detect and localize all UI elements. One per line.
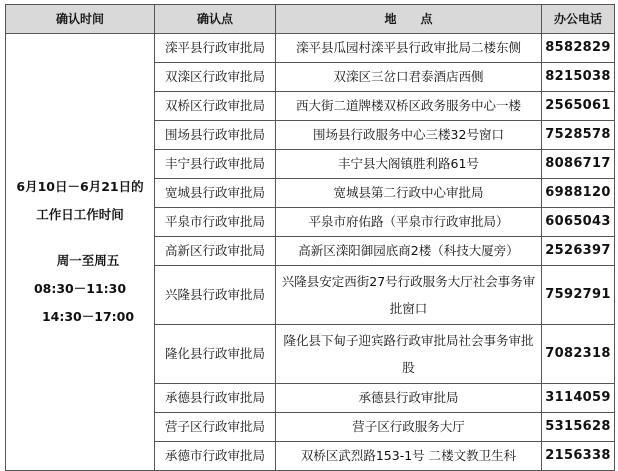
header-row (6, 5, 615, 34)
schedule-date-range: 6月10日－6月21日的 (16, 179, 144, 194)
place-cell: 宽城县第二行政中心审批局 (276, 179, 542, 208)
point-cell: 滦平县行政审批局 (155, 34, 276, 63)
schedule-weekdays: 周一至周五 (56, 253, 120, 268)
phone-cell: 3114059 (542, 384, 615, 413)
phone-cell: 7082318 (542, 325, 615, 384)
schedule-cell (6, 34, 155, 471)
header-phone: 办公电话 (542, 5, 615, 34)
phone-cell: 7592791 (542, 266, 615, 325)
place-cell: 隆化县下甸子迎宾路行政审批局社会事务审批股 (276, 325, 542, 384)
point-cell: 宽城县行政审批局 (155, 179, 276, 208)
phone-cell: 5315628 (542, 413, 615, 442)
place-cell: 丰宁县大阁镇胜利路61号 (276, 150, 542, 179)
place-cell: 高新区滦阳御园底商2楼（科技大厦旁） (276, 237, 542, 266)
header-place: 地 点 (276, 5, 542, 34)
place-cell: 西大街二道牌楼双桥区政务服务中心一楼 (276, 92, 542, 121)
point-cell: 承德市行政审批局 (155, 442, 276, 471)
table-row (6, 34, 615, 63)
point-cell: 承德县行政审批局 (155, 384, 276, 413)
schedule-workday-label: 工作日工作时间 (36, 207, 124, 222)
phone-cell: 7528578 (542, 121, 615, 150)
phone-cell: 8215038 (542, 63, 615, 92)
place-cell: 滦平县瓜园村滦平县行政审批局二楼东侧 (276, 34, 542, 63)
point-cell: 兴隆县行政审批局 (155, 266, 276, 325)
schedule-morning-hours: 08:30－11:30 (33, 281, 127, 296)
point-cell: 隆化县行政审批局 (155, 325, 276, 384)
point-cell: 双滦区行政审批局 (155, 63, 276, 92)
point-cell: 平泉市行政审批局 (155, 208, 276, 237)
point-cell: 丰宁县行政审批局 (155, 150, 276, 179)
header-point: 确认点 (155, 5, 276, 34)
place-cell: 营子区行政服务大厅 (276, 413, 542, 442)
phone-cell: 2526397 (542, 237, 615, 266)
place-cell: 承德县行政审批局 (276, 384, 542, 413)
phone-cell: 8086717 (542, 150, 615, 179)
place-cell: 围场县行政服务中心三楼32号窗口 (276, 121, 542, 150)
phone-cell: 6065043 (542, 208, 615, 237)
place-cell: 双桥区武烈路153-1号 二楼文教卫生科 (276, 442, 542, 471)
phone-cell: 2156338 (542, 442, 615, 471)
phone-cell: 6988120 (542, 179, 615, 208)
point-cell: 高新区行政审批局 (155, 237, 276, 266)
point-cell: 围场县行政审批局 (155, 121, 276, 150)
place-cell: 兴隆县安定西街27号行政服务大厅社会事务审批窗口 (276, 266, 542, 325)
point-cell: 双桥区行政审批局 (155, 92, 276, 121)
schedule-afternoon-hours: 14:30－17:00 (41, 309, 135, 324)
header-time: 确认时间 (6, 5, 155, 34)
phone-cell: 2565061 (542, 92, 615, 121)
point-cell: 营子区行政审批局 (155, 413, 276, 442)
phone-cell: 8582829 (542, 34, 615, 63)
place-cell: 双滦区三岔口君泰酒店西侧 (276, 63, 542, 92)
place-cell: 平泉市府佑路（平泉市行政审批局） (276, 208, 542, 237)
confirmation-points-table (5, 4, 615, 471)
